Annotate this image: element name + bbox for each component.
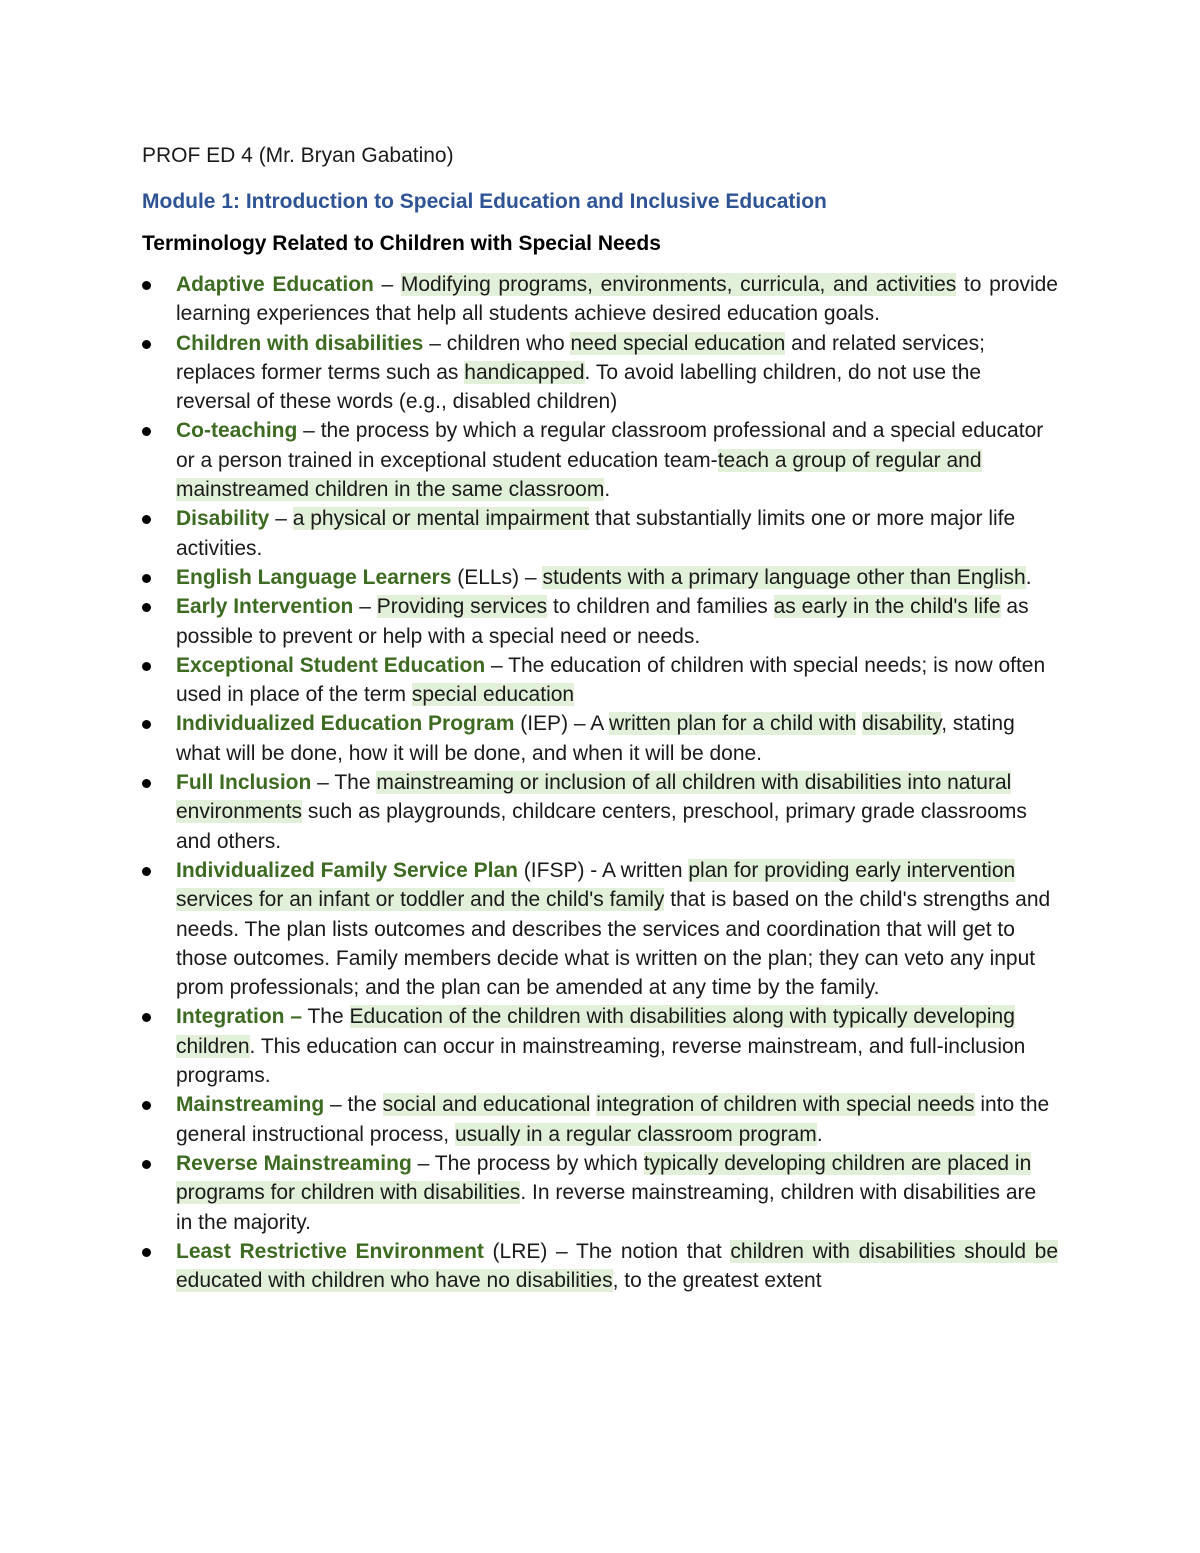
term-name: Co-teaching [176,419,298,443]
definition-text: . In reverse mainstreaming, children with disabilities are in the majority. [176,1181,1037,1234]
list-item [142,329,1058,417]
definition-text: , to the greatest extent [612,1269,822,1293]
definition-text: – The [311,771,377,795]
definition-text: – [353,595,377,619]
highlighted-text: usually in a regular classroom program [454,1122,817,1146]
definition-text: (LRE) – The notion that [483,1239,731,1263]
highlighted-text: as early in the child's life [773,595,1001,619]
term-name: Individualized Education Program [176,712,515,736]
list-item [142,1002,1058,1090]
definition-text: . To avoid labelling children, do not use the reversal of these words (e.g., disabled children) [176,360,982,414]
list-item [142,504,1058,563]
definition-text: . This education can occur in mainstreaming, reverse mainstream, and full-inclusion programs. [176,1034,1026,1088]
term-name: Exceptional Student Education [176,653,486,677]
list-item [142,768,1058,856]
term-name: Individualized Family Service Plan [176,858,518,882]
highlighted-text: Providing services [376,595,548,619]
terminology-list [142,270,1058,1295]
term-name: English Language Learners [176,565,452,589]
term-name: Adaptive Education [176,273,374,296]
definition-text: (ELLs) – [451,565,543,589]
definition-text: – the process by which a regular classroom professional and a special educator or a person trained in exceptional student education team- [176,419,1044,472]
definition-text: – [269,507,293,531]
term-name: Least Restrictive Environment [176,1239,484,1263]
highlighted-text: typically developing children are placed in programs for children with disabilities [176,1151,1032,1205]
course-line: PROF ED 4 (Mr. Bryan Gabatino) [142,144,454,167]
highlighted-text: need special education [570,331,786,355]
term-name: Reverse Mainstreaming [176,1151,412,1175]
highlighted-text: plan for providing early intervention services for an infant or toddler and the child's family [176,858,1016,912]
definition-text: – The process by which [411,1151,644,1175]
highlighted-text: students with a primary language other than English [542,565,1026,589]
definition-text: to children and families [547,595,774,619]
list-item [142,709,1058,768]
definition-text: – [373,273,401,296]
term-name: Full Inclusion [176,771,312,795]
highlighted-text: Modifying programs, environments, curricula, and activities [400,273,957,296]
term-name: Children with disabilities [176,331,424,355]
highlighted-text: mainstreaming or inclusion of all children with disabilities into natural environments [176,771,1012,824]
definition-text: – children who [423,331,571,355]
list-item [142,416,1058,504]
definition-text: that is based on the child's strengths and needs. The plan lists outcomes and describes the services and coordination that will get to those outcomes. Family members decide what is written on the plan; they can veto any input prom professionals; and the plan can be amended at any time by the family. [176,888,1051,1000]
definition-text: to provide learning experiences that help all students achieve desired education goals. [176,273,1058,326]
highlighted-text: Education of the children with disabilities along with typically developing children [176,1005,1015,1058]
highlighted-text: disability [862,712,942,736]
list-item [142,1237,1058,1296]
list-item [142,563,1058,592]
definition-text: into the general instructional process, [176,1093,1050,1146]
highlighted-text: children with disabilities should be educated with children who have no disabilities [176,1239,1059,1293]
highlighted-text: integration of children with special needs [596,1093,975,1117]
list-item [142,856,1058,1002]
highlighted-text: a physical or mental impairment [292,507,590,531]
definition-text: that substantially limits one or more major life activities. [176,507,1016,560]
highlighted-text: special education [411,683,575,707]
highlighted-text: written plan for a child with [608,712,857,736]
term-name: Disability [176,507,270,531]
highlighted-text: handicapped [464,360,585,384]
definition-text: (IEP) – A [514,712,609,736]
definition-text: – the [324,1093,383,1117]
definition-text: and related services; replaces former terms such as [176,331,985,384]
highlighted-text: teach a group of regular and mainstreamed children in the same classroom [176,448,982,502]
term-name: Mainstreaming [176,1093,325,1117]
term-name: Early Intervention [176,595,354,619]
term-name: Integration – [176,1005,303,1029]
definition-text: such as playgrounds, childcare centers, preschool, primary grade classrooms and others. [176,800,1027,853]
section-title: Terminology Related to Children with Special Needs [142,232,661,255]
definition-text: . [1025,565,1032,589]
highlighted-text: social and educational [382,1093,591,1117]
definition-text: . [816,1122,823,1146]
definition-text: as possible to prevent or help with a special need or needs. [176,595,1029,648]
module-title: Module 1: Introduction to Special Education and Inclusive Education [142,190,827,213]
definition-text: – The education of children with special needs; is now often used in place of the term [176,653,1046,707]
list-item [142,1149,1058,1237]
definition-text: , stating what will be done, how it will be done, and when it will be done. [176,712,1015,765]
definition-text: (IFSP) - A written [517,858,689,882]
list-item [142,592,1058,651]
definition-text: . [604,478,611,502]
list-item [142,651,1058,710]
list-item [142,1090,1058,1149]
definition-text: The [302,1005,350,1029]
list-item [142,270,1058,329]
